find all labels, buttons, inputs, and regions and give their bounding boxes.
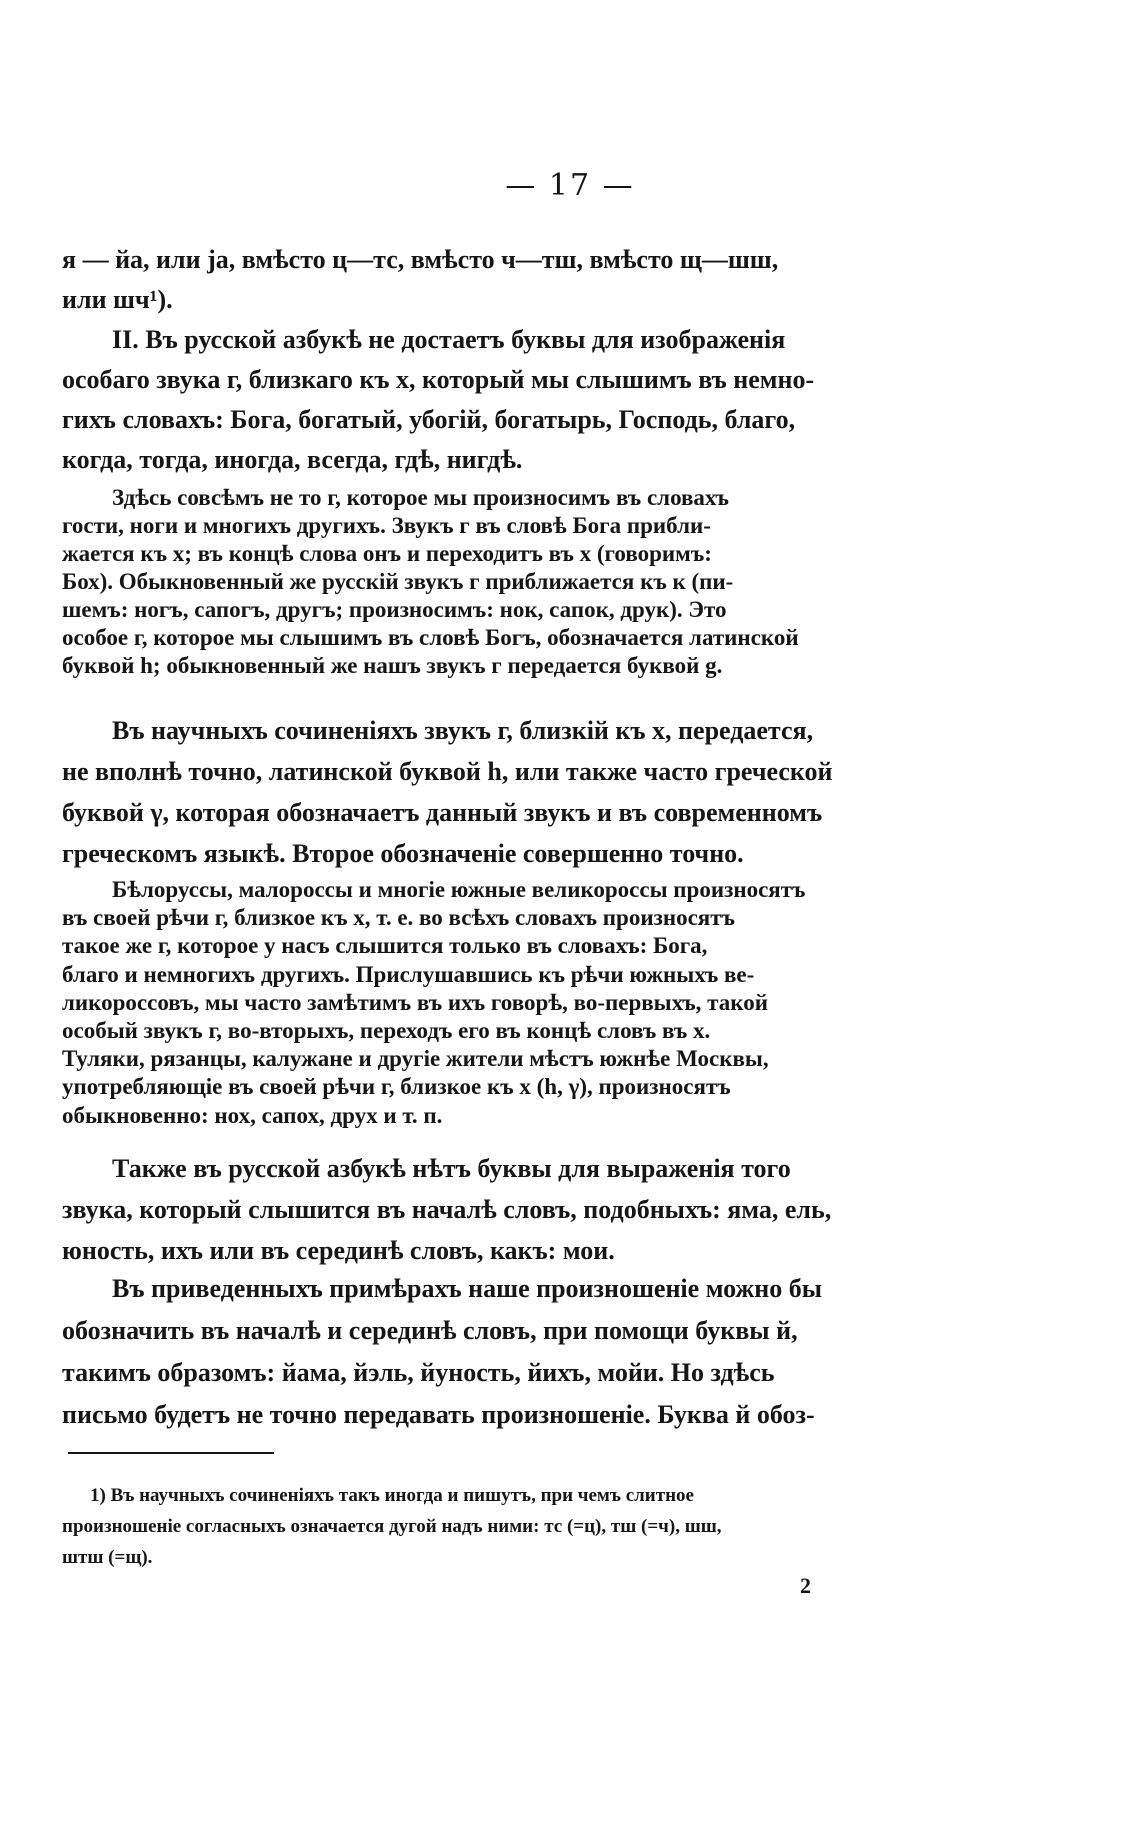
footnote-line: 1) Въ научныхъ сочиненіяхъ такъ иногда и пишутъ, при чемъ слитное xyxy=(90,1485,694,1506)
note-paragraph xyxy=(62,876,894,1130)
footnote-line: штш (=щ). xyxy=(62,1547,153,1568)
footnote xyxy=(62,1480,894,1573)
text-line: Туляки, рязанцы, калужане и другіе жители мѣстъ южнѣе Москвы, xyxy=(62,1046,769,1072)
footnote-line: произношеніе согласныхъ означается дугой надъ ними: тс (=ц), тш (=ч), шш, xyxy=(62,1516,722,1537)
text-line: Бѣлоруссы, малороссы и многіе южные великороссы произносятъ xyxy=(112,877,806,902)
text-line: употребляющіе въ своей рѣчи г, близкое къ х (h, γ), произносятъ xyxy=(62,1074,731,1100)
text-line: когда, тогда, иногда, всегда, гдѣ, нигдѣ. xyxy=(62,445,523,474)
text-line: обозначить въ началѣ и серединѣ словъ, при помощи буквы й, xyxy=(62,1316,798,1345)
text-line: звука, который слышится въ началѣ словъ, подобныхъ: яма, ель, xyxy=(62,1195,832,1224)
paragraph-continuation xyxy=(62,240,894,320)
text-line: ликороссовъ, мы часто замѣтимъ въ ихъ говорѣ, во-первыхъ, такой xyxy=(62,989,768,1015)
footnote-divider xyxy=(68,1452,274,1454)
note-paragraph xyxy=(62,484,894,680)
text-line: шемъ: ногъ, сапогъ, другъ; произносимъ: нок, сапок, друк). Это xyxy=(62,597,727,622)
text-line: Въ приведенныхъ примѣрахъ наше произношеніе можно бы xyxy=(112,1274,823,1303)
paragraph-section-two xyxy=(62,320,894,480)
text-line: особое г, которое мы слышимъ въ словѣ Богъ, обозначается латинской xyxy=(62,625,799,650)
text-line: греческомъ языкѣ. Второе обозначеніе совершенно точно. xyxy=(62,839,744,868)
page-number: — 17 — xyxy=(505,168,635,203)
text-line: жается къ х; въ концѣ слова онъ и переходитъ въ х (говоримъ: xyxy=(62,541,712,566)
text-line: гости, ноги и многихъ другихъ. Звукъ г въ словѣ Бога прибли- xyxy=(62,513,711,538)
text-line: II. Въ русской азбукѣ не достаетъ буквы для изображенія xyxy=(112,325,786,354)
text-line: буквой h; обыкновенный же нашъ звукъ г передается буквой g. xyxy=(62,653,723,678)
text-line: или шч¹). xyxy=(62,285,173,314)
text-line: особаго звука г, близкаго къ х, который мы слышимъ въ немно- xyxy=(62,365,815,394)
text-line: Также въ русской азбукѣ нѣтъ буквы для выраженія того xyxy=(112,1154,791,1183)
paragraph-examples xyxy=(62,1268,894,1436)
paragraph-missing-letter xyxy=(62,1148,894,1271)
text-line: буквой γ, которая обозначаетъ данный звукъ и въ современномъ xyxy=(62,798,823,827)
paragraph-scientific-notation xyxy=(62,710,894,874)
text-line: Въ научныхъ сочиненіяхъ звукъ г, близкій къ х, передается, xyxy=(112,716,814,745)
text-line: въ своей рѣчи г, близкое къ х, т. е. во всѣхъ словахъ произносятъ xyxy=(62,905,735,931)
text-line: Здѣсь совсѣмъ не то г, которое мы произносимъ въ словахъ xyxy=(112,485,729,510)
text-line: я — йа, или ја, вмѣсто ц—тс, вмѣсто ч—тш, вмѣсто щ—шш, xyxy=(62,245,779,274)
text-line: не вполнѣ точно, латинской буквой h, или также часто греческой xyxy=(62,757,833,786)
text-line: гихъ словахъ: Бога, богатый, убогій, богатырь, Господь, благо, xyxy=(62,405,796,434)
text-line: обыкновенно: нох, сапох, друх и т. п. xyxy=(62,1102,443,1128)
text-line: такое же г, которое у насъ слышится только въ словахъ: Бога, xyxy=(62,933,708,959)
text-line: такимъ образомъ: йама, йэль, йуность, йихъ, мойи. Но здѣсь xyxy=(62,1358,775,1387)
text-line: письмо будетъ не точно передавать произношеніе. Буква й обоз- xyxy=(62,1400,815,1429)
text-line: юность, ихъ или въ серединѣ словъ, какъ: мои. xyxy=(62,1236,615,1265)
text-line: Бох). Обыкновенный же русскій звукъ г приближается къ к (пи- xyxy=(62,569,734,594)
text-line: благо и немногихъ другихъ. Прислушавшись къ рѣчи южныхъ ве- xyxy=(62,961,755,987)
text-line: особый звукъ г, во-вторыхъ, переходъ его въ концѣ словъ въ х. xyxy=(62,1018,711,1044)
signature-mark: 2 xyxy=(800,1573,811,1598)
